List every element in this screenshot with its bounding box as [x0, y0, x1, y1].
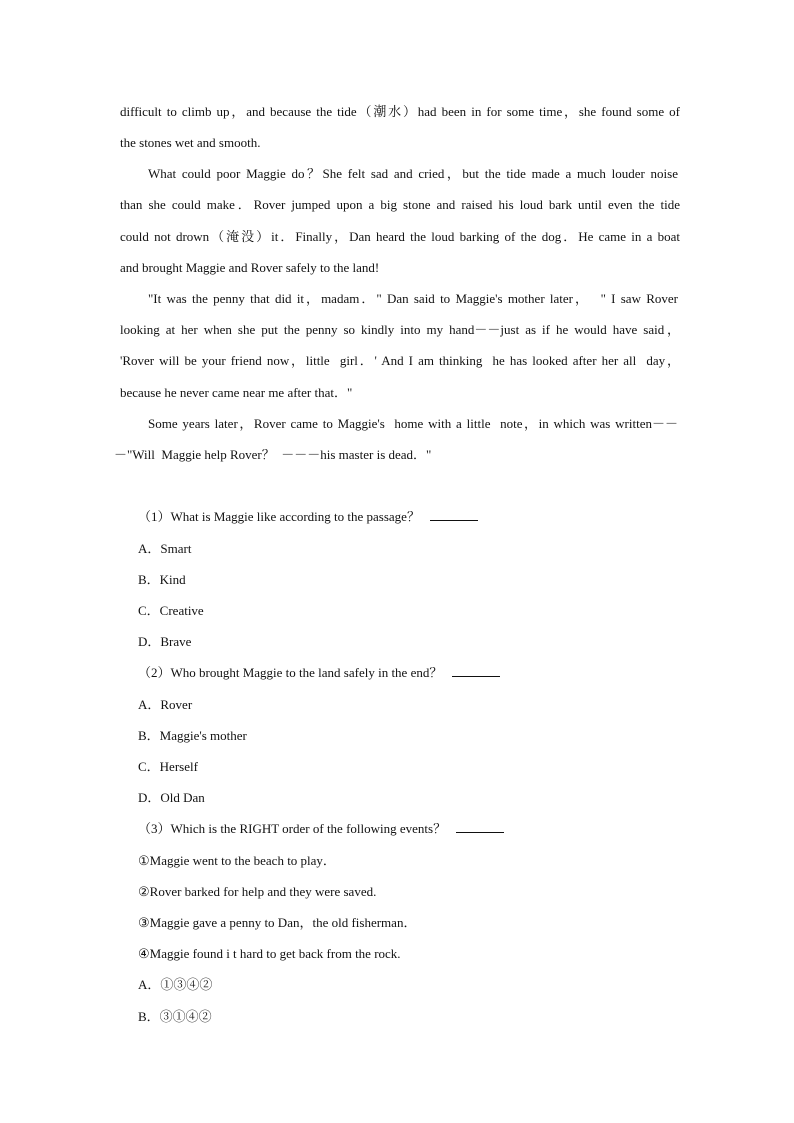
- answer-blank[interactable]: [430, 509, 478, 521]
- question-3-text: （3）Which is the RIGHT order of the following events？: [138, 821, 447, 836]
- passage-line: could not drown（淹没）it．Finally，Dan heard the loud barking of the dog．He came in a boat: [120, 229, 680, 244]
- question-1-option-d: D．Brave: [138, 634, 192, 649]
- answer-blank[interactable]: [452, 665, 500, 677]
- question-1-option-a: A．Smart: [138, 541, 192, 556]
- passage-line: －"Will Maggie help Rover？ －－－his master is dead．": [114, 447, 432, 462]
- question-3-event: ④Maggie found i t hard to get back from the rock.: [138, 946, 401, 961]
- passage-line: "It was the penny that did it，madam．" Dan said to Maggie's mother later， " I saw Rover: [148, 291, 678, 306]
- question-2-option-b: B．Maggie's mother: [138, 728, 247, 743]
- question-3-event: ②Rover barked for help and they were saved.: [138, 884, 377, 899]
- question-3-option-b: B．③①④②: [138, 1009, 212, 1024]
- question-3-event: ③Maggie gave a penny to Dan，the old fisherman．: [138, 915, 417, 930]
- passage-line: the stones wet and smooth.: [120, 135, 261, 150]
- passage-line: because he never came near me after that．": [120, 385, 353, 400]
- question-2-option-a: A．Rover: [138, 697, 193, 712]
- passage-line: Some years later，Rover came to Maggie's home with a little note，in which was written－－: [148, 416, 678, 431]
- question-2-option-d: D．Old Dan: [138, 790, 205, 805]
- question-3-stem: [138, 821, 504, 837]
- answer-blank[interactable]: [456, 821, 504, 833]
- passage-line: difficult to climb up，and because the tide（潮水）had been in for some time，she found some of: [120, 104, 680, 119]
- question-1-stem: [138, 509, 478, 525]
- passage-line: 'Rover will be your friend now，little girl．' And I am thinking he has looked after her all day，: [120, 353, 680, 368]
- passage-line: and brought Maggie and Rover safely to the land!: [120, 260, 380, 275]
- question-1-option-b: B．Kind: [138, 572, 186, 587]
- passage-line: What could poor Maggie do？She felt sad and cried，but the tide made a much louder noise: [148, 166, 678, 181]
- question-2-stem: [138, 665, 500, 681]
- passage-line: than she could make．Rover jumped upon a big stone and raised his loud bark until even the tide: [120, 197, 680, 212]
- question-1-option-c: C．Creative: [138, 603, 204, 618]
- passage-line: looking at her when she put the penny so kindly into my hand－－just as if he would have said，: [120, 322, 680, 337]
- question-3-event: ①Maggie went to the beach to play．: [138, 853, 336, 868]
- question-1-text: （1）What is Maggie like according to the passage？: [138, 509, 420, 524]
- question-2-option-c: C．Herself: [138, 759, 198, 774]
- question-2-text: （2）Who brought Maggie to the land safely in the end？: [138, 665, 443, 680]
- question-3-option-a: A．①③④②: [138, 977, 213, 992]
